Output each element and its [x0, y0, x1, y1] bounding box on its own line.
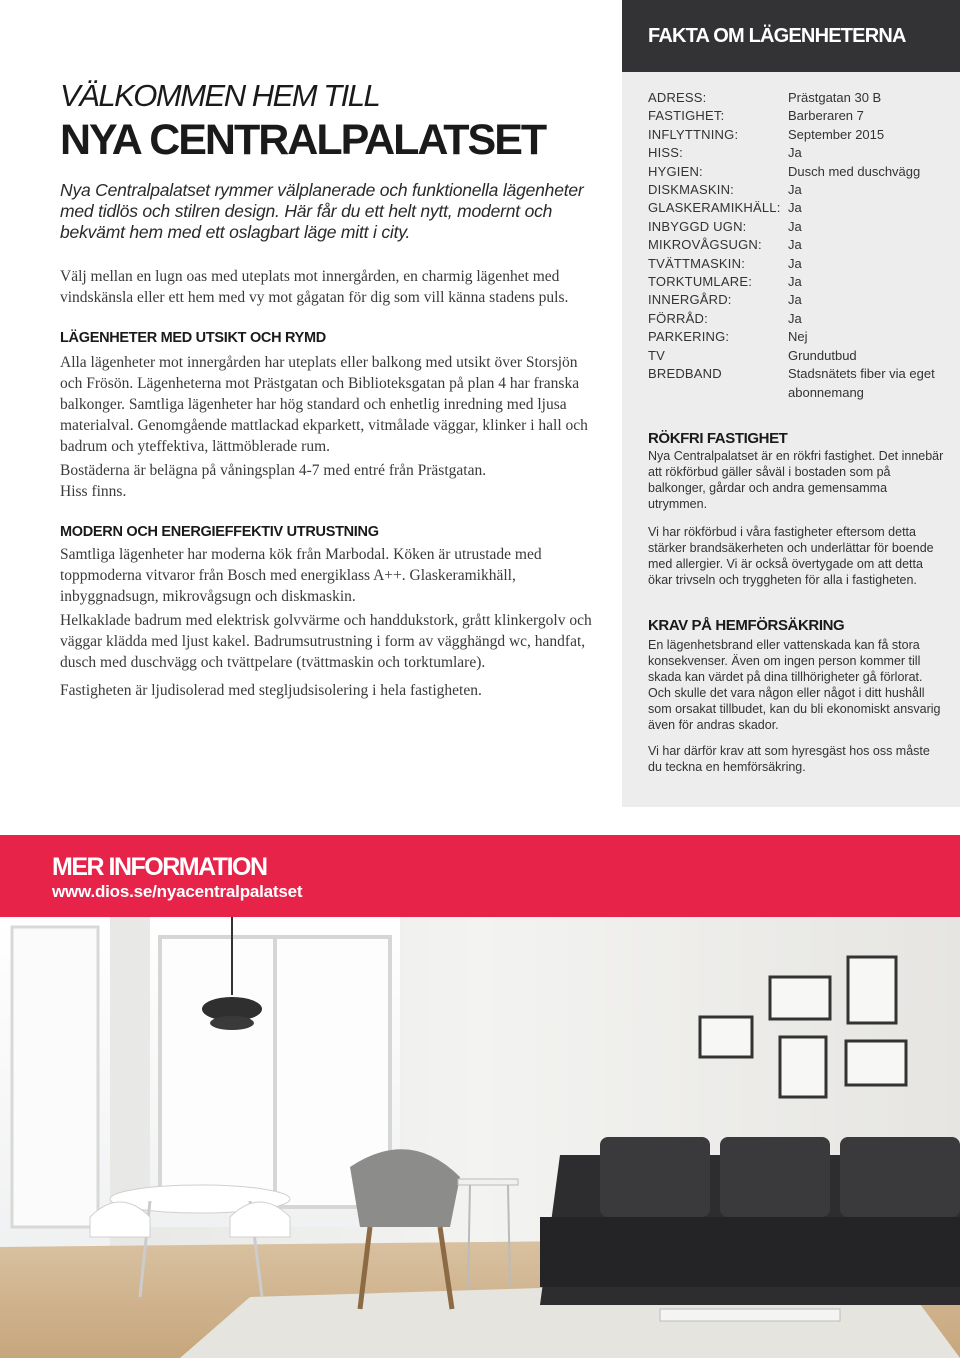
fact-row	[648, 163, 948, 181]
fact-label: TVÄTTMASKIN:	[648, 255, 746, 271]
elevator-line: Hiss finns.	[60, 483, 127, 500]
facts-header	[622, 0, 960, 72]
fact-row	[648, 255, 948, 273]
smoke-free-paragraph: Nya Centralpalatset är en rökfri fastighet. Det innebär att rökförbud gäller såväl i bostaden som på balkonger, gårdar och andra gemensamma utrymmen.	[648, 449, 944, 511]
fact-label: TORKTUMLARE:	[648, 274, 753, 290]
fact-label: INNERGÅRD:	[648, 292, 732, 308]
smoke-free-heading: RÖKFRI FASTIGHET	[648, 430, 788, 447]
fact-value: Barberaren 7	[788, 108, 864, 124]
fact-value: Grundutbud	[788, 347, 857, 363]
fact-value: Ja	[788, 274, 802, 290]
fact-label: PARKERING:	[648, 329, 730, 345]
fact-row	[648, 310, 948, 328]
fact-label: FASTIGHET:	[648, 108, 725, 124]
insurance-paragraph: En lägenhetsbrand eller vattenskada kan få stora konsekvenser. Även om ingen person kommer till skada kan värdet på dina tillhörigheter gå förlorat. Och skulle det vara någon eller något i ditt hushåll som orsakat tillbudet, kan du bli ekonomiskt ansvarig även för andras skador.	[648, 638, 941, 732]
fact-label: GLASKERAMIKHÄLL:	[648, 200, 781, 216]
fact-label: INBYGGD UGN:	[648, 218, 747, 234]
more-info-title: MER INFORMATION	[52, 853, 267, 881]
fact-label: FÖRRÅD:	[648, 310, 708, 326]
section-heading-equipment: MODERN OCH ENERGIEFFEKTIV UTRUSTNING	[60, 524, 379, 540]
fact-label: TV	[648, 347, 666, 363]
fact-value: Ja	[788, 182, 802, 198]
kitchen-paragraph: Samtliga lägenheter har moderna kök från Marbodal. Köken är utrustade med toppmoderna vitvaror från Bosch med energiklass A++. Glaskeramikhäll, inbyggnadsugn, mikrovågsugn och diskmaskin.	[60, 546, 542, 605]
section-heading-view: LÄGENHETER MED UTSIKT OCH RYMD	[60, 330, 326, 346]
section-view-paragraph-floors	[60, 460, 600, 502]
intro-lead: Nya Centralpalatset rymmer välplanerade och funktionella lägenheter med tidlös och stilren design. Här får du ett helt nytt, modernt och bekvämt hem med ett oslagbart läge mitt i city.	[60, 180, 584, 242]
fact-label: MIKROVÅGSUGN:	[648, 237, 762, 253]
fact-row	[648, 236, 948, 254]
insurance-heading: KRAV PÅ HEMFÖRSÄKRING	[648, 617, 845, 634]
more-info-link[interactable]: www.dios.se/nyacentralpalatset	[52, 882, 303, 901]
fact-row	[648, 273, 948, 291]
fact-label: ADRESS:	[648, 90, 707, 105]
fact-label: DISKMASKIN:	[648, 182, 734, 198]
soundproofing-paragraph: Fastigheten är ljudisolerad med stegljudsisolering i hela fastigheten.	[60, 682, 482, 699]
fact-value: Stadsnätets fiber via eget abonnemang	[788, 366, 935, 400]
fact-row	[648, 218, 948, 236]
page-title: NYA CENTRALPALATSET	[60, 116, 546, 164]
fact-value: Ja	[788, 310, 802, 326]
fact-row	[648, 126, 948, 144]
facts-title: FAKTA OM LÄGENHETERNA	[648, 25, 906, 47]
fact-row	[648, 144, 948, 162]
facts-list	[648, 89, 948, 402]
welcome-kicker: VÄLKOMMEN HEM TILL	[60, 78, 380, 113]
floors-line: Bostäderna är belägna på våningsplan 4-7 med entré från Prästgatan.	[60, 462, 487, 479]
fact-value: Ja	[788, 237, 802, 253]
fact-row	[648, 181, 948, 199]
fact-row	[648, 199, 948, 217]
insurance-requirement-paragraph: Vi har därför krav att som hyresgäst hos oss måste du teckna en hemförsäkring.	[648, 744, 930, 774]
fact-value: Ja	[788, 200, 802, 216]
more-info-band	[0, 835, 960, 917]
fact-label: INFLYTTNING:	[648, 126, 739, 142]
facts-panel	[622, 0, 960, 807]
fact-label: HISS:	[648, 145, 683, 161]
fact-label: BREDBAND	[648, 366, 722, 382]
intro-paragraph: Välj mellan en lugn oas med uteplats mot innergården, en charmig lägenhet med vindskänsla eller ett hem med vy mot gågatan för dig som vill känna stadens puls.	[60, 268, 569, 306]
fact-value: Prästgatan 30 B	[788, 90, 882, 105]
fact-row	[648, 107, 948, 125]
fact-value: Dusch med duschvägg	[788, 163, 921, 179]
section-view-paragraph: Alla lägenheter mot innergården har uteplats eller balkong med utsikt över Storsjön och Frösön. Lägenheterna mot Prästgatan och Biblioteksgatan på plan 4 har franska balkonger. Samtliga lägenheter har hög standard och enhetlig inredning med ljusa materialval. Genomgående mattlackad ekparkett, vitmålade väggar, klinker i hall och badrum och yteffektiva, lättmöblerade rum.	[60, 354, 588, 455]
fact-row	[648, 328, 948, 346]
fact-value: Ja	[788, 292, 802, 308]
living-room-photo	[0, 917, 960, 1358]
fact-value: September 2015	[788, 126, 885, 142]
fact-row	[648, 347, 948, 365]
fact-label: HYGIEN:	[648, 163, 703, 179]
fact-value: Ja	[788, 218, 802, 234]
fact-row	[648, 365, 948, 402]
bathroom-paragraph: Helkaklade badrum med elektrisk golvvärme och handdukstork, grått klinkergolv och väggar klädda med ljust kakel. Badrumsutrustning i form av vägghängd wc, handfat, dusch med duschvägg och tvättpelare (tvättmaskin och torktumlare).	[60, 612, 592, 671]
fact-value: Nej	[788, 329, 808, 345]
fact-row	[648, 89, 948, 107]
fact-row	[648, 291, 948, 309]
fact-value: Ja	[788, 255, 802, 271]
fact-value: Ja	[788, 145, 802, 161]
smoke-free-reason-paragraph: Vi har rökförbud i våra fastigheter eftersom detta stärker brandsäkerheten och underlättar för boende med allergier. Vi är också övertygade om att detta ökar trivseln och tryggheten för alla i fastigheten.	[648, 525, 934, 587]
